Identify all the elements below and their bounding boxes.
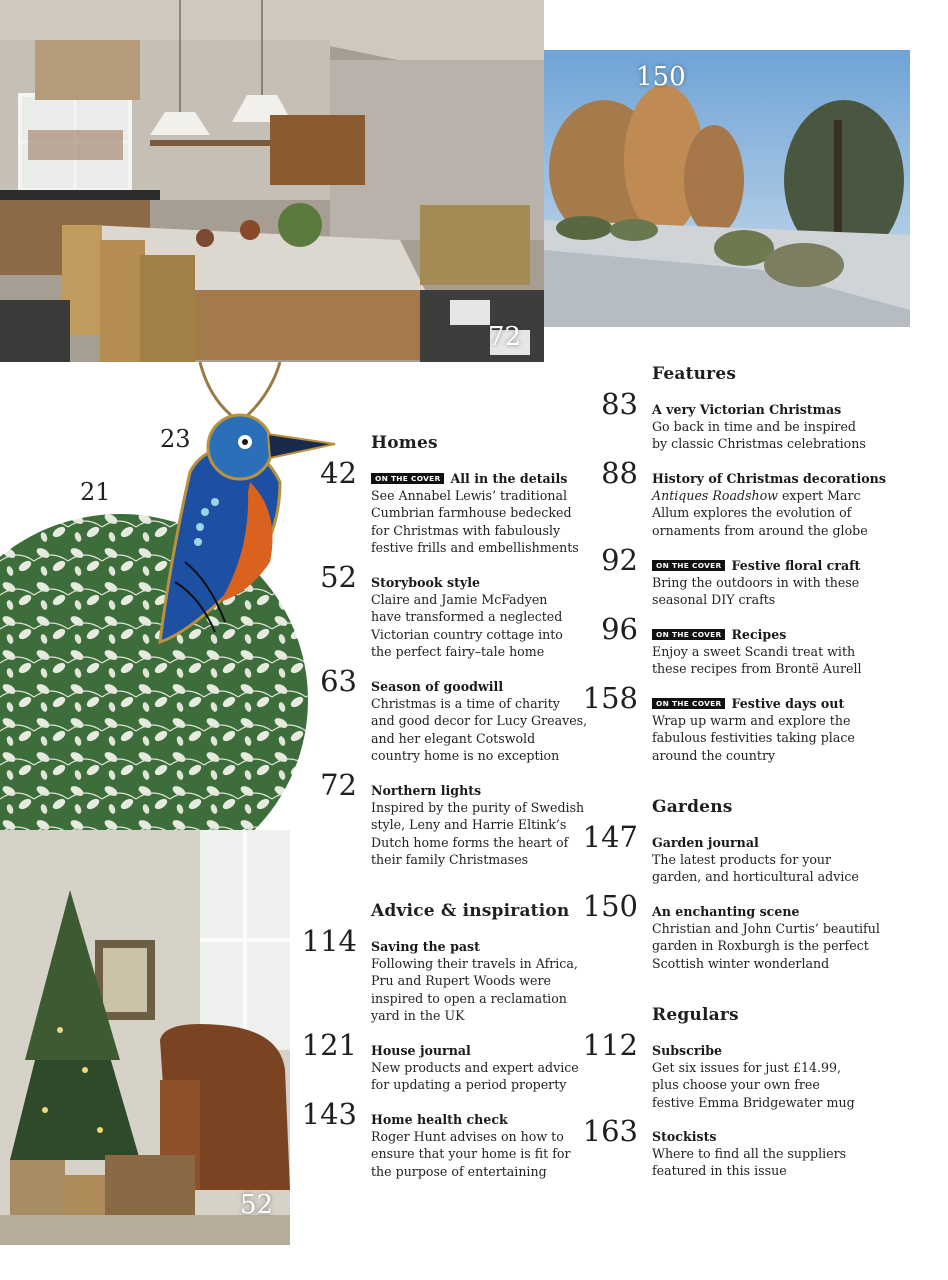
on-the-cover-badge: ON THE COVER [652, 560, 725, 571]
toc-entry-page-number: 88 [601, 456, 638, 490]
toc-entry-title: All in the details [450, 471, 568, 486]
living-room-photo-page-number: 52 [240, 1190, 274, 1220]
toc-entry-page-number: 114 [301, 924, 357, 958]
toc-entry-description: Following their travels in Africa, Pru and Rupert Woods were inspired to open a reclamation yard in the UK [371, 956, 578, 1024]
toc-entry[interactable] [301, 1097, 601, 1180]
toc-entry-description: Where to find all the suppliers featured in this issue [652, 1146, 847, 1179]
toc-entry[interactable] [301, 1028, 601, 1094]
toc-entry-description [652, 487, 882, 539]
garden-photo-page-number: 150 [636, 62, 686, 92]
toc-entry-description: Get six issues for just £14.99, plus choose your own free festive Emma Bridgewater mug [652, 1060, 855, 1110]
toc-entry[interactable] [301, 924, 601, 1025]
toc-entry-title: A very Victorian Christmas [652, 402, 842, 417]
toc-entry[interactable] [582, 681, 882, 764]
toc-entry-description: Bring the outdoors in with these seasonal DIY crafts [652, 575, 860, 608]
toc-entry-title: History of Christmas decorations [652, 471, 886, 486]
toc-entry-page-number: 158 [582, 681, 638, 715]
toc-entry-description-rest: expert Marc Allum explores the evolution of ornaments from around the globe [652, 488, 868, 538]
toc-entry-page-number: 147 [582, 820, 638, 854]
toc-entry-description: Christian and John Curtis’ beautiful garden in Roxburgh is the perfect Scottish winter wonderland [652, 921, 880, 971]
toc-entry-title: Recipes [731, 627, 787, 642]
toc-entry-title: House journal [371, 1043, 471, 1058]
toc-entry-page-number: 96 [601, 612, 638, 646]
toc-entry-description-italic: Antiques Roadshow [652, 488, 778, 503]
toc-entry-description: Christmas is a time of charity and good decor for Lucy Greaves, and her elegant Cotswold country home is no exception [371, 696, 588, 764]
toc-entry-page-number: 112 [582, 1028, 638, 1062]
toc-entry[interactable] [582, 1114, 882, 1180]
toc-entry[interactable] [582, 820, 882, 886]
toc-entry-title: Subscribe [652, 1043, 723, 1058]
toc-entry-description: Wrap up warm and explore the fabulous festivities taking place around the country [652, 713, 855, 763]
toc-entry-page-number: 92 [601, 543, 638, 577]
kingfisher-ornament-image [130, 362, 340, 662]
living-room-photo [0, 830, 290, 1245]
toc-entry-description: Roger Hunt advises on how to ensure that your home is fit for the purpose of entertaining [371, 1129, 571, 1179]
ornament-page-number: 23 [160, 425, 191, 453]
toc-entry-page-number: 52 [320, 560, 357, 594]
plate-page-number: 21 [80, 478, 111, 506]
toc-entry-title-row [652, 626, 882, 643]
on-the-cover-badge: ON THE COVER [652, 629, 725, 640]
toc-entry-title-row [371, 470, 601, 487]
toc-entry[interactable] [320, 768, 601, 869]
toc-entry-description: New products and expert advice for updating a period property [371, 1060, 579, 1093]
toc-entry[interactable] [320, 456, 601, 557]
section-title-gardens: Gardens [652, 797, 733, 817]
toc-entry-title: Garden journal [652, 835, 759, 850]
toc-entry[interactable] [601, 387, 882, 453]
toc-entry-page-number: 121 [301, 1028, 357, 1062]
toc-entry[interactable] [601, 543, 882, 609]
toc-entry-title: Stockists [652, 1129, 717, 1144]
toc-entry[interactable] [582, 1028, 882, 1111]
on-the-cover-badge: ON THE COVER [371, 473, 444, 484]
garden-photo [544, 50, 910, 327]
toc-entry[interactable] [320, 664, 601, 765]
toc-entry-page-number: 72 [320, 768, 357, 802]
toc-entry-page-number: 150 [582, 889, 638, 923]
toc-entry-title-row [652, 557, 882, 574]
toc-entry[interactable] [320, 560, 601, 661]
toc-entry-page-number: 42 [320, 456, 357, 490]
toc-entry-title: Home health check [371, 1112, 508, 1127]
toc-entry-description: See Annabel Lewis’ traditional Cumbrian farmhouse bedecked for Christmas with fabulously festive frills and embellishments [371, 488, 579, 556]
toc-entry-title: Northern lights [371, 783, 482, 798]
toc-entry-page-number: 83 [601, 387, 638, 421]
toc-entry[interactable] [582, 889, 882, 972]
toc-entry-description: Go back in time and be inspired by classic Christmas celebrations [652, 419, 866, 452]
toc-entry-page-number: 143 [301, 1097, 357, 1131]
kitchen-photo [0, 0, 544, 362]
toc-entry-description: Enjoy a sweet Scandi treat with these recipes from Brontë Aurell [652, 644, 862, 677]
toc-entry[interactable] [601, 456, 886, 539]
toc-entry-title: Season of goodwill [371, 679, 504, 694]
kitchen-photo-page-number: 72 [488, 322, 522, 352]
toc-entry-description: Claire and Jamie McFadyen have transformed a neglected Victorian country cottage into the perfect fairy–tale home [371, 592, 563, 660]
toc-entry-title: Festive days out [731, 696, 845, 711]
toc-entry-description: The latest products for your garden, and horticultural advice [652, 852, 859, 885]
section-title-homes: Homes [371, 433, 438, 453]
toc-entry-page-number: 63 [320, 664, 357, 698]
section-title-advice: Advice & inspiration [371, 901, 570, 921]
section-title-regulars: Regulars [652, 1005, 739, 1025]
toc-entry-page-number: 163 [582, 1114, 638, 1148]
toc-entry-description: Inspired by the purity of Swedish style, Leny and Harrie Eltink’s Dutch home forms the heart of their family Christmases [371, 800, 585, 868]
toc-entry-title: An enchanting scene [652, 904, 800, 919]
toc-entry-title: Storybook style [371, 575, 481, 590]
toc-entry[interactable] [601, 612, 882, 678]
toc-entry-title: Saving the past [371, 939, 480, 954]
section-title-features: Features [652, 364, 737, 384]
toc-entry-title-row [652, 695, 882, 712]
toc-entry-title: Festive floral craft [731, 558, 861, 573]
on-the-cover-badge: ON THE COVER [652, 698, 725, 709]
